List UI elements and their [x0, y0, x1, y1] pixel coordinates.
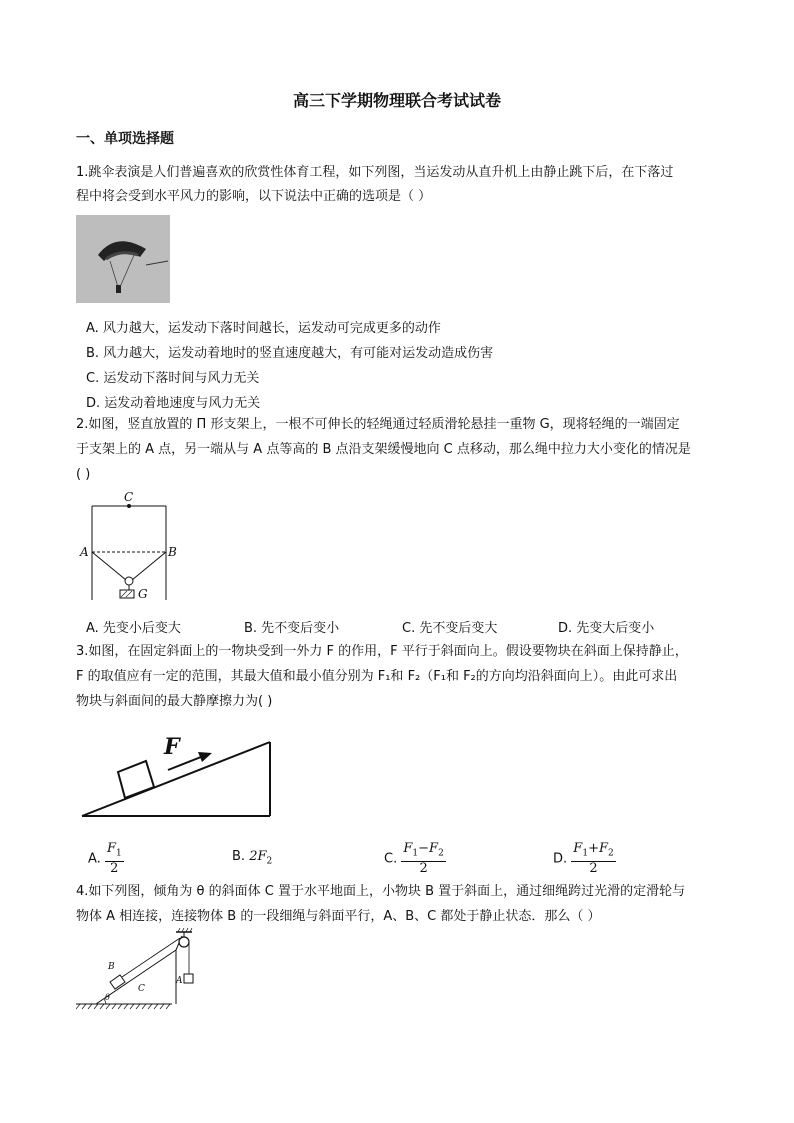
- label-block-b: B: [108, 962, 115, 972]
- q2-stem-line3: ( ): [76, 467, 91, 482]
- q2-option-b: B. 先不变后变小: [244, 621, 340, 636]
- q3-option-a: [88, 842, 124, 876]
- q4-stem-line1: 4.如下列图，倾角为 θ 的斜面体 C 置于水平地面上，小物块 B 置于斜面上，通过细绳跨过光滑的定滑轮与: [76, 884, 686, 899]
- label-g: G: [138, 587, 148, 601]
- q3-stem-line2: F 的取值应有一定的范围，其最大值和最小值分别为 F₁和 F₂（F₁和 F₂的方向均沿斜面向上）。由此可求出: [76, 669, 678, 684]
- pulley-incline-figure: [76, 928, 206, 1010]
- q1-option-c: C. 运发动下落时间与风力无关: [86, 371, 260, 386]
- q3-option-d-fraction: [571, 842, 615, 876]
- section-heading: 一、单项选择题: [76, 131, 174, 147]
- incline-figure: [80, 730, 280, 820]
- q1-stem-line2: 程中将会受到水平风力的影响，以下说法中正确的选项是（ ）: [76, 189, 432, 204]
- q3-option-c-f1: F: [403, 841, 413, 856]
- q3-option-b-coef: 2F: [249, 849, 267, 864]
- q3-stem-line3: 物块与斜面间的最大静摩擦力为( ): [76, 694, 273, 709]
- q3-option-a-den: 2: [110, 860, 119, 876]
- parachute-photo: [76, 215, 170, 303]
- q1-stem-line1: 1.跳伞表演是人们普遍喜欢的欣赏性体育工程，如下列图，当运发动从直升机上由静止跳下后，在下落过: [76, 165, 674, 180]
- q3-option-c-fraction: [401, 842, 445, 876]
- q3-option-c-f1-sub: 1: [412, 848, 419, 859]
- page-title: 高三下学期物理联合考试试卷: [292, 91, 501, 110]
- q3-option-a-num: F: [106, 841, 116, 856]
- q2-option-a: A. 先变小后变大: [86, 621, 181, 636]
- q2-option-d: D. 先变大后变小: [558, 621, 655, 636]
- q3-option-c: [384, 842, 446, 876]
- label-a: A: [80, 545, 89, 559]
- q3-option-d-prefix: D.: [553, 851, 568, 867]
- q3-option-a-fraction: [105, 842, 124, 876]
- q3-option-c-prefix: C.: [384, 851, 398, 867]
- q3-option-d-den: 2: [589, 860, 598, 876]
- q3-option-d-f2: F: [598, 841, 608, 856]
- q3-option-d: [553, 842, 616, 876]
- q3-option-c-f2-sub: 2: [438, 848, 444, 859]
- q3-option-a-prefix: A.: [88, 851, 101, 867]
- label-wedge-c: C: [138, 984, 145, 994]
- q4-stem-line2: 物体 A 相连接，连接物体 B 的一段细绳与斜面平行，A、B、C 都处于静止状态．那么（ ）: [76, 909, 601, 924]
- q3-option-d-op: +: [588, 841, 599, 856]
- q1-option-a: A. 风力越大，运发动下落时间越长，运发动可完成更多的动作: [86, 321, 441, 336]
- q3-option-c-op: −: [418, 841, 430, 856]
- q3-option-b-prefix: B.: [232, 849, 246, 864]
- q2-option-c: C. 先不变后变大: [402, 621, 498, 636]
- label-theta: θ: [105, 993, 110, 1002]
- q3-option-d-f1-sub: 1: [582, 848, 589, 859]
- q3-option-b-sub: 2: [266, 856, 273, 867]
- q2-stem-line2: 于支架上的 A 点，另一端从与 A 点等高的 B 点沿支架缓慢地向 C 点移动，那么绳中拉力大小变化的情况是: [76, 442, 691, 457]
- label-weight-a: A: [176, 976, 183, 986]
- q1-option-b: B. 风力越大，运发动着地时的竖直速度越大，有可能对运发动造成伤害: [86, 346, 494, 361]
- q1-option-d: D. 运发动着地速度与风力无关: [86, 396, 261, 411]
- label-b: B: [168, 545, 177, 559]
- q3-option-d-f2-sub: 2: [608, 848, 614, 859]
- q3-option-d-f1: F: [573, 841, 583, 856]
- label-c: C: [124, 490, 134, 504]
- q3-option-b: [232, 849, 272, 867]
- label-force-f: F: [164, 734, 180, 760]
- q3-option-c-f2: F: [429, 841, 439, 856]
- pi-frame-figure: [76, 488, 186, 608]
- q3-stem-line1: 3.如图，在固定斜面上的一物块受到一外力 F 的作用，F 平行于斜面向上。假设要物块在斜面上保持静止，: [76, 644, 688, 659]
- q2-stem-line1: 2.如图，竖直放置的 Π 形支架上，一根不可伸长的轻绳通过轻质滑轮悬挂一重物 G，现将轻绳的一端固定: [76, 417, 680, 432]
- q3-option-a-num-sub: 1: [115, 848, 122, 859]
- q3-option-c-den: 2: [419, 860, 428, 876]
